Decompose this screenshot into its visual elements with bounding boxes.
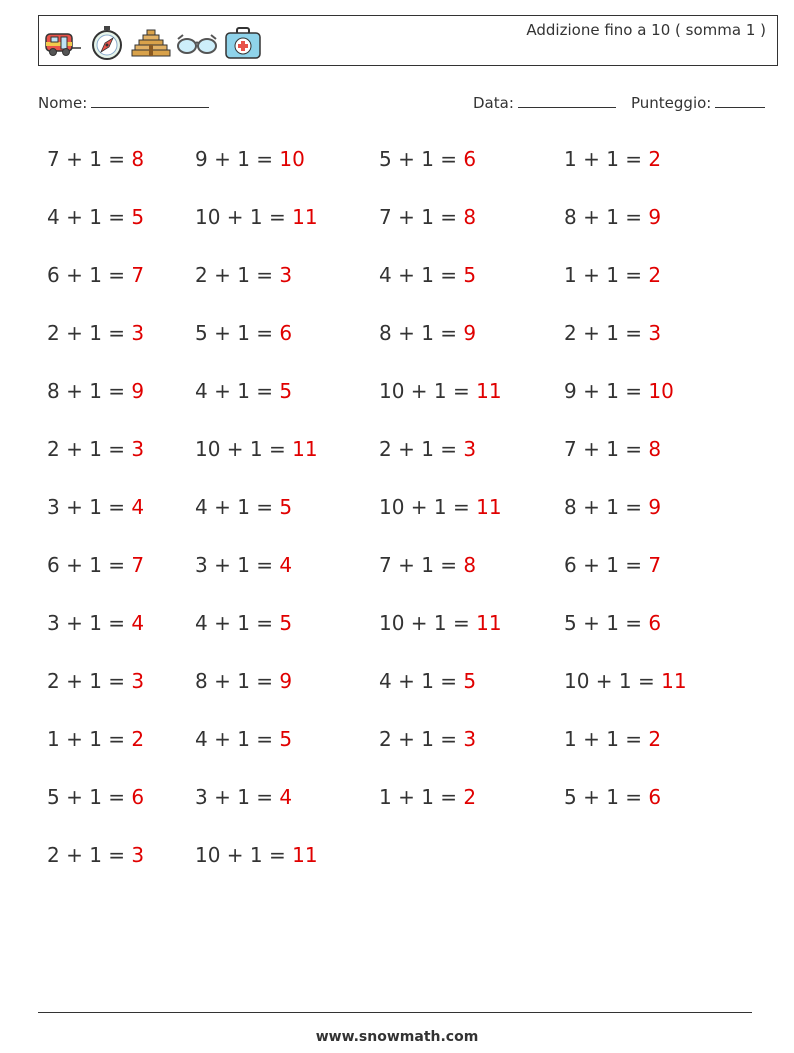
problem-item [379,379,502,403]
problem-item [47,321,144,345]
problem-question: 1 + 1 = [379,785,464,809]
problem-answer: 6 [648,785,662,809]
problem-question: 7 + 1 = [379,205,464,229]
problem-item [195,379,292,403]
problem-item [47,611,144,635]
problem-question: 5 + 1 = [564,785,649,809]
problem-answer: 4 [131,495,145,519]
problem-answer: 9 [463,321,477,345]
problem-question: 10 + 1 = [379,495,477,519]
problem-question: 5 + 1 = [47,785,132,809]
problem-item [195,785,292,809]
problem-question: 3 + 1 = [47,611,132,635]
date-label: Data: [473,94,514,112]
problem-item [379,205,476,229]
name-field [38,93,209,112]
problem-answer: 6 [131,785,145,809]
name-label: Nome: [38,94,88,112]
score-field [631,93,765,112]
problem-item [47,263,144,287]
worksheet-title: Addizione fino a 10 ( somma 1 ) [526,21,766,39]
problem-question: 8 + 1 = [195,669,280,693]
problem-item [379,437,476,461]
problem-question: 2 + 1 = [47,843,132,867]
problem-answer: 3 [463,727,477,751]
problem-answer: 3 [131,321,145,345]
problem-item [564,785,661,809]
problem-question: 2 + 1 = [47,437,132,461]
problem-item [564,147,661,171]
problem-item [195,611,292,635]
problem-item [47,495,144,519]
problem-item [47,843,144,867]
problem-question: 2 + 1 = [47,321,132,345]
problem-question: 3 + 1 = [195,785,280,809]
problem-question: 4 + 1 = [195,727,280,751]
problem-answer: 6 [463,147,477,171]
problem-answer: 8 [648,437,662,461]
problem-question: 8 + 1 = [47,379,132,403]
camper-icon [43,25,83,61]
problem-item [47,553,144,577]
problem-answer: 3 [648,321,662,345]
problem-answer: 9 [648,205,662,229]
problem-item [195,843,318,867]
problem-answer: 2 [131,727,145,751]
problem-item [195,495,292,519]
problem-answer: 6 [648,611,662,635]
problem-item [379,263,476,287]
problem-item [195,321,292,345]
problem-answer: 10 [279,147,305,171]
problem-answer: 11 [292,843,318,867]
problem-question: 5 + 1 = [379,147,464,171]
problem-question: 4 + 1 = [195,379,280,403]
problem-item [564,727,661,751]
problem-answer: 5 [279,727,293,751]
problem-item [47,727,144,751]
problem-answer: 9 [131,379,145,403]
score-label: Punteggio: [631,94,712,112]
problem-item [564,263,661,287]
problem-question: 9 + 1 = [195,147,280,171]
problem-question: 3 + 1 = [47,495,132,519]
problem-answer: 3 [131,843,145,867]
problem-question: 4 + 1 = [47,205,132,229]
problem-question: 3 + 1 = [195,553,280,577]
problem-answer: 5 [131,205,145,229]
problem-question: 8 + 1 = [564,495,649,519]
problem-answer: 11 [476,379,502,403]
problem-item [195,553,292,577]
problem-answer: 4 [279,785,293,809]
problem-answer: 11 [476,495,502,519]
problem-question: 8 + 1 = [564,205,649,229]
problem-item [47,147,144,171]
problem-question: 6 + 1 = [47,263,132,287]
problem-question: 7 + 1 = [47,147,132,171]
problem-answer: 3 [131,669,145,693]
problem-answer: 2 [648,147,662,171]
problem-answer: 11 [292,205,318,229]
problem-question: 7 + 1 = [379,553,464,577]
problem-answer: 4 [279,553,293,577]
problem-answer: 7 [131,263,145,287]
problem-item [195,669,292,693]
problem-question: 4 + 1 = [379,263,464,287]
problem-item [564,379,674,403]
problem-question: 10 + 1 = [379,379,477,403]
problem-item [564,611,661,635]
date-field [473,93,616,112]
problem-question: 5 + 1 = [564,611,649,635]
problem-question: 4 + 1 = [195,611,280,635]
problem-item [564,205,661,229]
compass-icon [87,25,127,61]
problem-answer: 6 [279,321,293,345]
first-aid-kit-icon [223,25,263,61]
problem-question: 1 + 1 = [564,147,649,171]
problem-answer: 5 [463,263,477,287]
problem-answer: 4 [131,611,145,635]
problem-item [47,205,144,229]
problem-item [47,669,144,693]
problem-item [47,437,144,461]
problem-answer: 8 [463,205,477,229]
problem-question: 7 + 1 = [564,437,649,461]
problem-item [379,727,476,751]
worksheet-header [38,15,778,66]
problem-item [379,321,476,345]
problem-question: 2 + 1 = [379,437,464,461]
problem-question: 2 + 1 = [564,321,649,345]
problem-question: 4 + 1 = [195,495,280,519]
problem-answer: 5 [463,669,477,693]
name-blank[interactable] [91,93,209,108]
problem-question: 10 + 1 = [195,205,293,229]
problem-item [379,611,502,635]
problem-question: 5 + 1 = [195,321,280,345]
problem-item [564,553,661,577]
problem-answer: 9 [279,669,293,693]
problem-answer: 11 [292,437,318,461]
problem-answer: 11 [661,669,687,693]
problem-item [195,727,292,751]
footer-divider [38,1012,752,1013]
problem-question: 10 + 1 = [195,437,293,461]
problem-question: 8 + 1 = [379,321,464,345]
problem-question: 1 + 1 = [47,727,132,751]
problem-question: 9 + 1 = [564,379,649,403]
pyramid-icon [131,25,171,61]
problem-item [47,379,144,403]
problem-item [195,437,318,461]
problem-answer: 3 [463,437,477,461]
problem-answer: 2 [648,727,662,751]
problem-question: 1 + 1 = [564,727,649,751]
problem-answer: 7 [648,553,662,577]
problem-question: 10 + 1 = [564,669,662,693]
problem-item [195,263,292,287]
problem-item [564,669,687,693]
problem-answer: 5 [279,611,293,635]
footer-url: www.snowmath.com [315,1029,479,1045]
problem-question: 10 + 1 = [195,843,293,867]
problem-item [47,785,144,809]
problem-item [564,321,661,345]
problem-question: 1 + 1 = [564,263,649,287]
problem-question: 2 + 1 = [379,727,464,751]
problem-question: 6 + 1 = [564,553,649,577]
glasses-icon [175,25,219,61]
problem-item [195,147,305,171]
problem-item [379,669,476,693]
score-blank[interactable] [715,93,765,108]
problem-answer: 2 [648,263,662,287]
problem-answer: 5 [279,379,293,403]
problem-question: 10 + 1 = [379,611,477,635]
problem-question: 2 + 1 = [195,263,280,287]
problem-answer: 11 [476,611,502,635]
problem-answer: 10 [648,379,674,403]
problem-item [195,205,318,229]
problem-answer: 3 [131,437,145,461]
problem-question: 2 + 1 = [47,669,132,693]
date-blank[interactable] [518,93,616,108]
problem-answer: 5 [279,495,293,519]
problem-answer: 3 [279,263,293,287]
problem-item [564,437,661,461]
problem-item [379,553,476,577]
problem-answer: 7 [131,553,145,577]
problem-question: 4 + 1 = [379,669,464,693]
problem-answer: 8 [131,147,145,171]
problem-question: 6 + 1 = [47,553,132,577]
problem-answer: 8 [463,553,477,577]
problem-answer: 2 [463,785,477,809]
problem-answer: 9 [648,495,662,519]
icon-row [43,23,263,63]
problem-item [379,785,476,809]
problem-item [379,495,502,519]
problem-item [564,495,661,519]
problem-item [379,147,476,171]
